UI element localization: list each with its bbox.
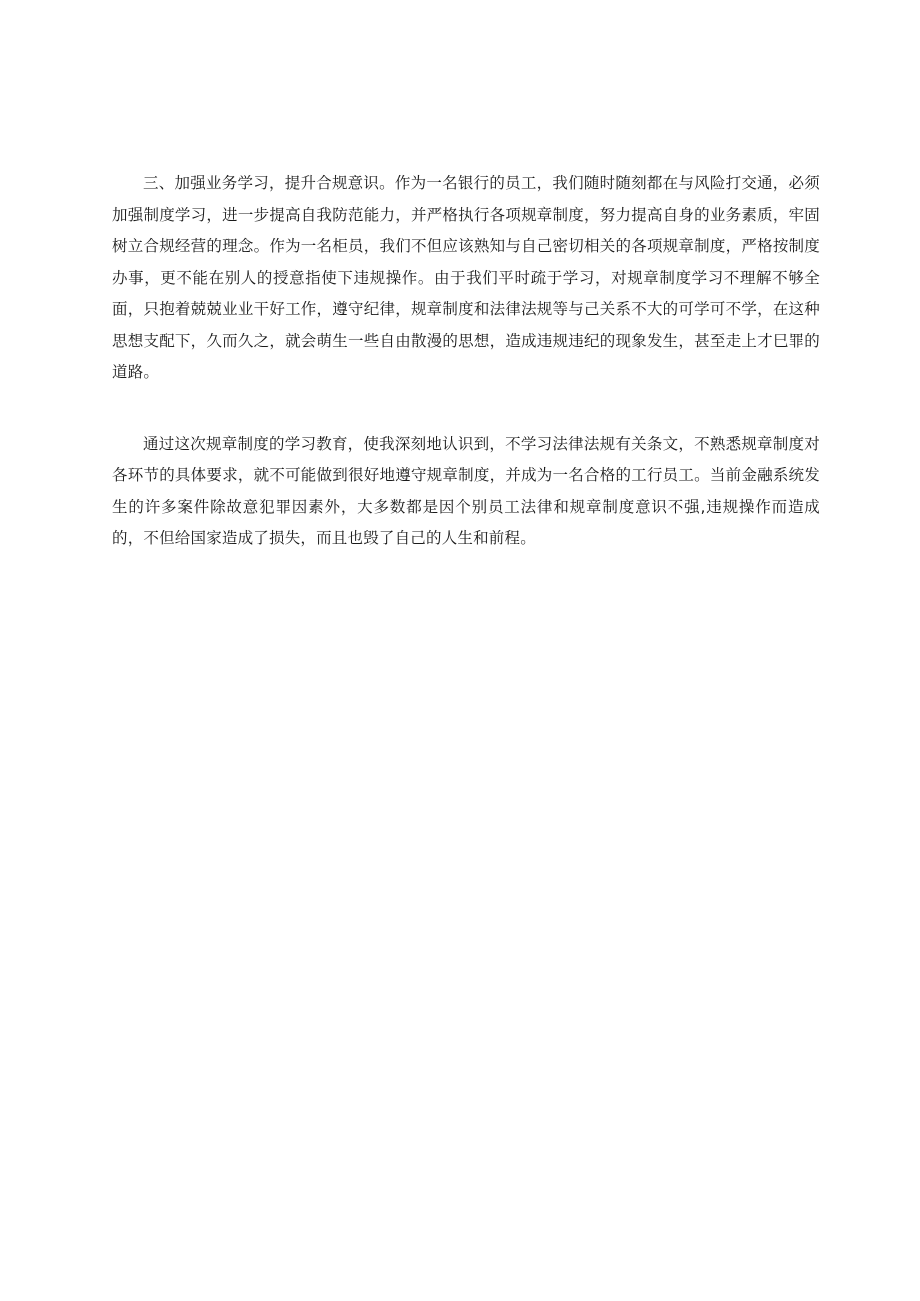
document-body [112,168,820,555]
paragraph-compliance-awareness: 三、加强业务学习，提升合规意识。作为一名银行的员工，我们随时随刻都在与风险打交通，必须加强制度学习，进一步提高自我防范能力，并严格执行各项规章制度，努力提高自身的业务素质，牢固树立合规经营的理念。作为一名柜员，我们不但应该熟知与自己密切相关的各项规章制度，严格按制度办事，更不能在别人的授意指使下违规操作。由于我们平时疏于学习，对规章制度学习不理解不够全面，只抱着兢兢业业干好工作，遵守纪律，规章制度和法律法规等与己关系不大的可学可不学，在这种思想支配下，久而久之，就会萌生一些自由散漫的思想，造成违规违纪的现象发生，甚至走上才巳罪的道路。 [112,174,820,381]
paragraph-study-reflection: 通过这次规章制度的学习教育，使我深刻地认识到，不学习法律法规有关条文，不熟悉规章制度对各环节的具体要求，就不可能做到很好地遵守规章制度，并成为一名合格的工行员工。当前金融系统发生的许多案件除故意犯罪因素外，大多数都是因个别员工法律和规章制度意识不强,违规操作而造成的，不但给国家造成了损失，而且也毁了自己的人生和前程。 [112,434,820,547]
